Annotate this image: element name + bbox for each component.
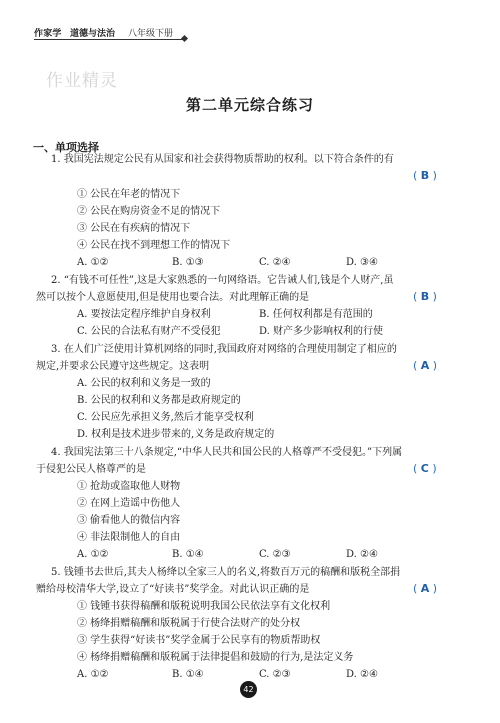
watermark: 作业精灵 bbox=[46, 71, 118, 91]
q4-choice-b: B. ①④ bbox=[172, 549, 204, 560]
q2-answer-letter: B bbox=[420, 290, 430, 303]
q2-choice-b: B. 任何权利都是有范围的 bbox=[259, 309, 373, 320]
q4-item: ④ 非法限制他人的自由 bbox=[77, 532, 181, 543]
q5-answer: ( A ) bbox=[413, 582, 438, 595]
q3-choice-b: B. 公民的权利和义务都是政府规定的 bbox=[77, 395, 241, 406]
q3-choice-c: C. 公民应先承担义务,然后才能享受权利 bbox=[77, 412, 254, 423]
q5-choice-d: D. ②④ bbox=[346, 669, 378, 680]
q1-answer-letter: B bbox=[420, 169, 430, 182]
brand-label: 作家学 bbox=[34, 29, 62, 39]
q1-item: ② 公民在购房资金不足的情况下 bbox=[77, 206, 221, 217]
q4-item: ① 抢劫或盗取他人财物 bbox=[77, 481, 181, 492]
page-number: 42 bbox=[240, 681, 257, 698]
q2-choice-d: D. 财产多少影响权利的行使 bbox=[259, 326, 384, 337]
q4-answer: ( C ) bbox=[413, 462, 437, 475]
q1-item: ④ 公民在找不到理想工作的情况下 bbox=[77, 240, 231, 251]
header-rule bbox=[34, 39, 184, 40]
q5-item: ① 钱锺书获得稿酬和版税说明我国公民依法享有文化权利 bbox=[77, 601, 331, 612]
q3-stem-line2: 规定,并要求公民遵守这些规定。这表明 bbox=[36, 361, 210, 372]
q2-answer: ( B ) bbox=[413, 290, 437, 303]
q5-choice-a: A. ①② bbox=[77, 669, 109, 680]
q2-choice-a: A. 要按法定程序维护自身权利 bbox=[77, 309, 211, 320]
q4-item: ② 在网上造谣中伤他人 bbox=[77, 498, 181, 509]
q1-answer: ( B ) bbox=[413, 169, 437, 182]
q5-stem-line2: 赠给母校清华大学,设立了“好读书”奖学金。对此认识正确的是 bbox=[36, 584, 310, 595]
q2-stem-line2: 然可以按个人意愿使用,但是使用也要合法。对此理解正确的是 bbox=[36, 292, 310, 303]
q2-choice-c: C. 公民的合法私有财产不受侵犯 bbox=[77, 326, 221, 337]
q5-stem-line1: 5. 钱锺书去世后,其夫人杨绛以全家三人的名义,将数百万元的稿酬和版税全部捐 bbox=[51, 567, 401, 578]
q3-choice-d: D. 权利是技术进步带来的,义务是政府规定的 bbox=[77, 429, 275, 440]
q1-choice-b: B. ①③ bbox=[172, 257, 204, 268]
q1-choice-d: D. ③④ bbox=[346, 257, 378, 268]
q1-item: ③ 公民在有疾病的情况下 bbox=[77, 223, 191, 234]
q3-choice-a: A. 公民的权利和义务是一致的 bbox=[77, 378, 211, 389]
q1-item: ① 公民在年老的情况下 bbox=[77, 189, 181, 200]
q5-item: ④ 杨绛捐赠稿酬和版税属于法律提倡和鼓励的行为,是法定义务 bbox=[77, 652, 354, 663]
q4-stem-line1: 4. 我国宪法第三十八条规定,“中华人民共和国公民的人格尊严不受侵犯。”下列属 bbox=[51, 447, 403, 458]
q1-choice-a: A. ①② bbox=[77, 257, 109, 268]
q3-stem-line1: 3. 在人们广泛使用计算机网络的同时,我国政府对网络的合理使用制定了相应的 bbox=[51, 344, 397, 355]
q1-stem: 1. 我国宪法规定公民有从国家和社会获得物质帮助的权利。以下符合条件的有 bbox=[51, 154, 394, 165]
page-header bbox=[34, 24, 474, 46]
q4-choice-c: C. ②③ bbox=[259, 549, 291, 560]
subject-label: 道德与法治 bbox=[70, 29, 116, 39]
diamond-icon bbox=[181, 35, 188, 42]
q5-item: ② 杨绛捐赠稿酬和版税属于行使合法财产的处分权 bbox=[77, 618, 301, 629]
q2-stem-line1: 2. “有钱不可任性”,这是大家熟悉的一句网络语。它告诫人们,钱是个人财产,虽 bbox=[51, 275, 394, 286]
q4-stem-line2: 于侵犯公民人格尊严的是 bbox=[36, 464, 146, 475]
q4-choice-a: A. ①② bbox=[77, 549, 109, 560]
page-title: 第二单元综合练习 bbox=[185, 96, 314, 114]
q5-choice-b: B. ①④ bbox=[172, 669, 204, 680]
section-heading: 一、单项选择 bbox=[33, 141, 99, 154]
q5-item: ③ 学生获得“好读书”奖学金属于公民享有的物质帮助权 bbox=[77, 635, 321, 646]
q1-choice-c: C. ②④ bbox=[259, 257, 291, 268]
q5-answer-letter: A bbox=[420, 582, 430, 595]
q5-choice-c: C. ②③ bbox=[259, 669, 291, 680]
grade-label: 八年级下册 bbox=[128, 29, 174, 39]
q4-answer-letter: C bbox=[420, 462, 429, 475]
q3-answer: ( A ) bbox=[413, 359, 438, 372]
q4-item: ③ 偷看他人的微信内容 bbox=[77, 515, 181, 526]
q3-answer-letter: A bbox=[420, 359, 430, 372]
q4-choice-d: D. ②④ bbox=[346, 549, 378, 560]
